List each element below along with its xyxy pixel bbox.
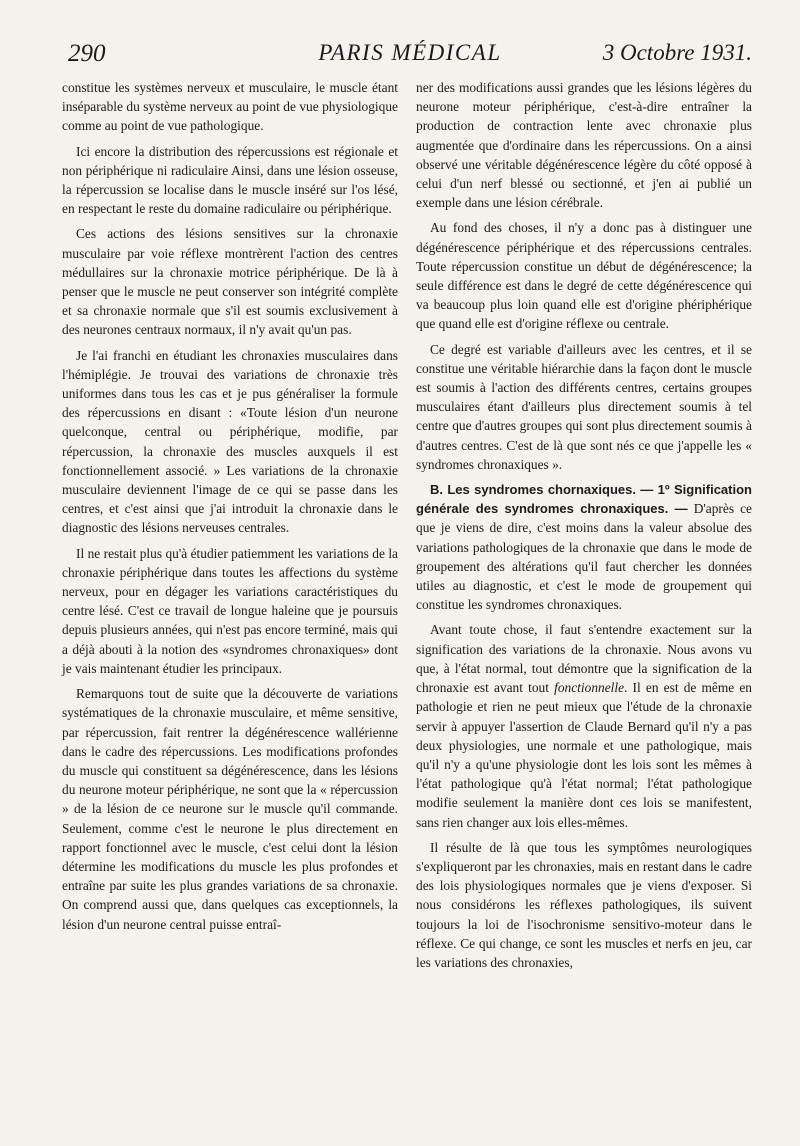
paragraph: Il résulte de là que tous les symptômes neurologiques s'expliqueront par les chronaxies, mais en restant dans le cadre des lois physiologiques normales que je viens d'exposer. Si nous considérons les réflexes pathologiques, ils suivent toujours la loi de l'isochronisme sensitivo-moteur dans le réflexe. Ce qui change, ce sont les muscles et nerfs en jeu, car les variations des chronaxies, — [416, 839, 752, 970]
paragraph: Je l'ai franchi en étudiant les chronaxies musculaires dans l'hémiplégie. Je trouvai des variations de chronaxie très uniformes dans tous les cas et je pus généraliser la formule des répercussions en disant : «Toute lésion d'un neurone quelconque, central ou périphérique, modifie, par répercussion, la chronaxie des muscles auxquels il est fonctionnellement associé. » Les variations de la chronaxie musculaire deviennent l'image de ce qui se passe dans les centres, et c'est ainsi que j'ai introduit la chronaxie dans le diagnostic des lésions nerveuses centrales. — [62, 347, 398, 536]
paragraph — [416, 620, 752, 831]
paragraph: Ces actions des lésions sensitives sur la chronaxie musculaire par voie réflexe montrèrent l'action des centres médullaires sur la chronaxie motrice périphérique. De là à penser que le muscle ne peut conserver son intégrité complète et sa chronaxie normale que s'il est soumis exclusivement à des neurones centraux normaux, il n'y avait qu'un pas. — [62, 226, 398, 338]
page-header — [68, 40, 752, 74]
page-number: 290 — [68, 40, 106, 67]
section-heading: B. Les syndromes chornaxiques. — 1º Signification générale des syndromes chronaxiques. — — [416, 482, 752, 517]
paragraph: constitue les systèmes nerveux et musculaire, le muscle étant inséparable du système nerveux au point de vue physiologique comme au point de vue pathologique. — [62, 80, 398, 134]
paragraph: ner des modifications aussi grandes que les lésions légères du neurone moteur périphérique, c'est-à-dire entraîner la production de contraction lente avec chronaxie plus augmentée que d'ordinaire dans les répercussions. On a ainsi observé une véritable dégénérescence légère du côté opposé à celui d'un nerf blessé ou sectionné, et j'en ai publié un exemple dans une lésion cérébrale. — [416, 80, 752, 211]
section-text: D'après ce que je viens de dire, c'est moins dans la valeur absolue des variations pathologiques de la chronaxie que dans le mode de groupement des altérations qu'il faut chercher les données utiles au diagnostic, et c'est le mode de groupement qui constitue les syndromes chronaxiques. — [416, 501, 752, 613]
issue-date: 3 Octobre 1931. — [602, 40, 752, 65]
text-run: . Il en est de même en pathologie et rien ne peut mieux que l'étude de la chronaxie servir à appuyer l'assertion de Claude Bernard qu'il n'y a pas deux physiologies, une normale et une pathologique, mais qu'il n'y a qu'une physiologie dont les lois sont les mêmes à l'état pathologique qu'à l'état normal; l'état pathologique modifie seulement la manière dont ces lois se manifestent, sans rien changer aux lois elles-mêmes. — [416, 680, 753, 830]
section-paragraph — [416, 480, 752, 614]
paragraph: Au fond des choses, il n'y a donc pas à distinguer une dégénérescence périphérique et des répercussions centrales. Toute répercussion constitue un début de dégénérescence; la seule différence est dans le degré de cette dégénérescence qui va beaucoup plus loin quand elle est d'origine phériphérique que quand elle est d'origine réflexe ou centrale. — [416, 220, 752, 332]
journal-title: PARIS MÉDICAL — [318, 40, 502, 65]
italic-term: fonctionnelle — [554, 680, 625, 696]
paragraph: Remarquons tout de suite que la découverte de variations systématiques de la chronaxie musculaire, et même sensitive, par répercussion, fait rentrer la dégénérescence wallérienne dans le cadre des répercussions. Les modifications profondes du muscle qui constituent sa dégénérescence, dans les lésions du neurone moteur périphérique, ne sont que la « répercussion » de la lésion de ce neurone sur le muscle qu'il commande. Seulement, comme c'est le neurone le plus directement en rapport fonctionnel avec le muscle, c'est celui dont la lésion détermine les modifications du muscle les plus profondes et entraîne par suite les plus grandes variations de sa chronaxie. On comprend aussi que, dans quelques cas exceptionnels, la lésion d'un neurone central puisse entraî- — [62, 686, 398, 932]
right-column — [416, 78, 752, 978]
text-run: Avant toute chose, il faut s'entendre exactement sur la signification des variations de la chronaxie. Nous avons vu que, à l'état normal, tout démontre que la signification de la chronaxie est avant tout — [416, 622, 752, 696]
paragraph: Il ne restait plus qu'à étudier patiemment les variations de la chronaxie périphérique dans toutes les affections du système nerveux, pour en dégager les variations caractéristiques du centre lésé. C'est ce travail de longue haleine que je poursuis depuis plusieurs années, qui n'est pas encore terminé, mais qui a déjà abouti à la notion des «syndromes chronaxiques» dont je vais maintenant étudier les principaux. — [62, 545, 398, 676]
left-column — [62, 78, 398, 940]
paragraph: Ici encore la distribution des répercussions est régionale et non périphérique ni radiculaire Ainsi, dans une lésion osseuse, la répercussion se localise dans le muscle inséré sur l'os lésé, en respectant le reste du domaine radiculaire ou périphérique. — [62, 143, 398, 217]
paragraph: Ce degré est variable d'ailleurs avec les centres, et il se constitue une véritable hiérarchie dans la façon dont le muscle est soumis à l'action des différents centres, certains groupes musculaires étant d'ailleurs plus directement soumis à tel centre que d'autres groupes qui sont plus directement soumis à d'autres centres. C'est de là que sont nés ce que j'appelle les « syndromes chronaxiques ». — [416, 341, 752, 472]
